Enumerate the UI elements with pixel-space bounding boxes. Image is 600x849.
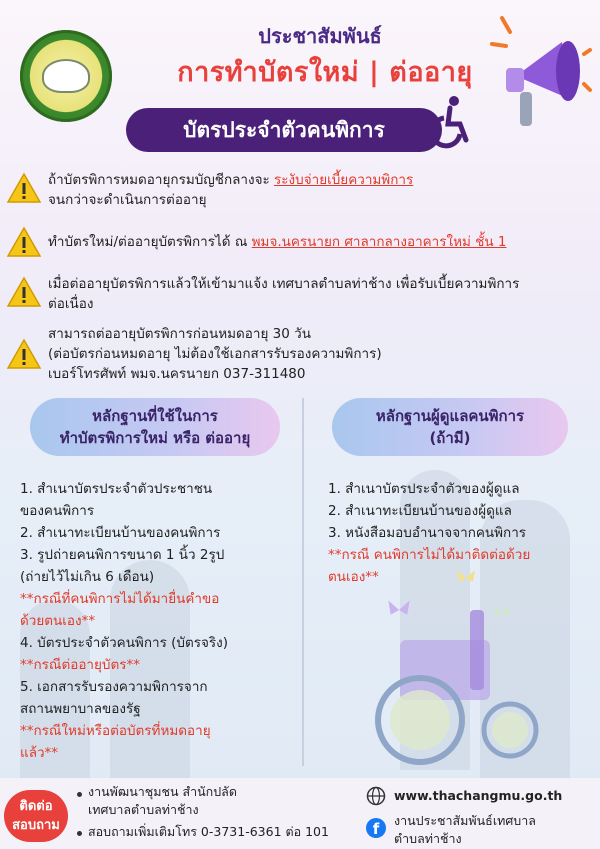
list-item-note: **กรณีต่ออายุบัตร** <box>20 657 141 673</box>
facebook-icon: f <box>366 818 386 838</box>
notice-2-text: ทำบัตรใหม่/ต่ออายุบัตรพิการได้ ณ <box>48 234 252 250</box>
wheelchair-illustration-icon <box>360 600 550 770</box>
contact-badge <box>4 790 68 842</box>
warning-icon <box>6 226 42 258</box>
warning-icon <box>6 172 42 204</box>
list-item: (ถ่ายไว้ไม่เกิน 6 เดือน) <box>20 569 155 585</box>
bullet-icon <box>77 792 82 797</box>
footer-website-link[interactable]: www.thachangmu.go.th <box>394 788 563 803</box>
list-item: 5. เอกสารรับรองความพิการจาก <box>20 679 208 695</box>
notice-4-line1: สามารถต่ออายุบัตรพิการก่อนหมดอายุ 30 วัน <box>48 326 311 342</box>
butterfly-icon <box>455 568 477 588</box>
right-section-title-line2: (ถ้ามี) <box>429 429 471 447</box>
notice-3-line2: ต่อเนื่อง <box>48 296 94 312</box>
notice-4-line2: (ต่อบัตรก่อนหมดอายุ ไม่ต้องใช้เอกสารรับรองความพิการ) <box>48 346 382 362</box>
butterfly-icon <box>386 598 412 622</box>
header-title: การทำบัตรใหม่ | ต่ออายุ <box>177 57 473 88</box>
left-section-title-line2: ทำบัตรพิการใหม่ หรือ ต่ออายุ <box>59 429 251 447</box>
notice-1-text: ถ้าบัตรพิการหมดอายุกรมบัญชีกลางจะ <box>48 172 275 188</box>
footer-office-line1: งานพัฒนาชุมชน สำนักปลัด <box>88 784 237 799</box>
notice-1-highlight: ระงับจ่ายเบี้ยความพิการ <box>274 172 414 188</box>
header-subtitle: ประชาสัมพันธ์ <box>258 24 382 48</box>
notice-3-line1: เมื่อต่ออายุบัตรพิการแล้วให้เข้ามาแจ้ง เทศบาลตำบลท่าช้าง เพื่อรับเบี้ยความพิการ <box>48 276 520 292</box>
list-item-note: **กรณี คนพิการไม่ได้มาติดต่อด้วย <box>328 547 531 563</box>
footer-facebook-line1: งานประชาสัมพันธ์เทศบาล <box>394 813 536 828</box>
notice-1-line2: จนกว่าจะดำเนินการต่ออายุ <box>48 192 207 208</box>
left-section-title <box>30 398 280 456</box>
list-item-note: ตนเอง** <box>328 569 379 585</box>
left-document-list <box>20 478 295 764</box>
warning-icon <box>6 338 42 370</box>
list-item: 2. สำเนาทะเบียนบ้านของผู้ดูแล <box>328 503 512 519</box>
notice-1 <box>48 170 413 210</box>
municipality-seal-icon <box>20 30 112 122</box>
list-item: 1. สำเนาบัตรประจำตัวประชาชน <box>20 481 213 497</box>
notice-3 <box>48 274 519 314</box>
list-item: สถานพยาบาลของรัฐ <box>20 701 141 717</box>
list-item-note: **กรณีใหม่หรือต่อบัตรที่หมดอายุ <box>20 723 211 739</box>
list-item: 3. หนังสือมอบอำนาจจากคนพิการ <box>328 525 527 541</box>
footer-facebook-line2: ตำบลท่าช้าง <box>394 831 462 846</box>
notice-2-highlight: พมจ.นครนายก ศาลากลางอาคารใหม่ ชั้น 1 <box>251 234 507 250</box>
list-item: 4. บัตรประจำตัวคนพิการ (บัตรจริง) <box>20 635 228 651</box>
globe-icon <box>366 786 386 806</box>
column-divider <box>302 398 304 766</box>
card-title-banner <box>126 108 442 152</box>
warning-icon <box>6 276 42 308</box>
footer-office <box>88 783 237 819</box>
list-item-note: แล้ว** <box>20 745 59 761</box>
footer-office-line2: เทศบาลตำบลท่าช้าง <box>88 802 199 817</box>
bullet-icon <box>77 831 82 836</box>
left-section-title-line1: หลักฐานที่ใช้ในการ <box>92 407 218 425</box>
list-item: 2. สำเนาทะเบียนบ้านของคนพิการ <box>20 525 221 541</box>
notice-2 <box>48 232 506 252</box>
butterfly-icon <box>492 604 512 622</box>
right-section-title <box>332 398 568 456</box>
list-item: 1. สำเนาบัตรประจำตัวของผู้ดูแล <box>328 481 520 497</box>
contact-badge-line2: สอบถาม <box>12 818 60 833</box>
contact-badge-line1: ติดต่อ <box>19 799 53 814</box>
footer-phone: สอบถามเพิ่มเติมโทร 0-3731-6361 ต่อ 101 <box>88 824 329 839</box>
notice-4 <box>48 324 382 384</box>
megaphone-icon <box>488 14 592 134</box>
wheelchair-icon <box>424 94 474 150</box>
card-title: บัตรประจำตัวคนพิการ <box>183 117 385 142</box>
list-item: ของคนพิการ <box>20 503 95 519</box>
list-item-note: **กรณีที่คนพิการไม่ได้มายื่นคำขอ <box>20 591 220 607</box>
list-item: 3. รูปถ่ายคนพิการขนาด 1 นิ้ว 2รูป <box>20 547 225 563</box>
right-section-title-line1: หลักฐานผู้ดูแลคนพิการ <box>375 407 525 425</box>
footer-facebook-link[interactable] <box>394 812 536 848</box>
list-item-note: ด้วยตนเอง** <box>20 613 96 629</box>
notice-4-line3: เบอร์โทรศัพท์ พมจ.นครนายก 037-311480 <box>48 366 306 382</box>
